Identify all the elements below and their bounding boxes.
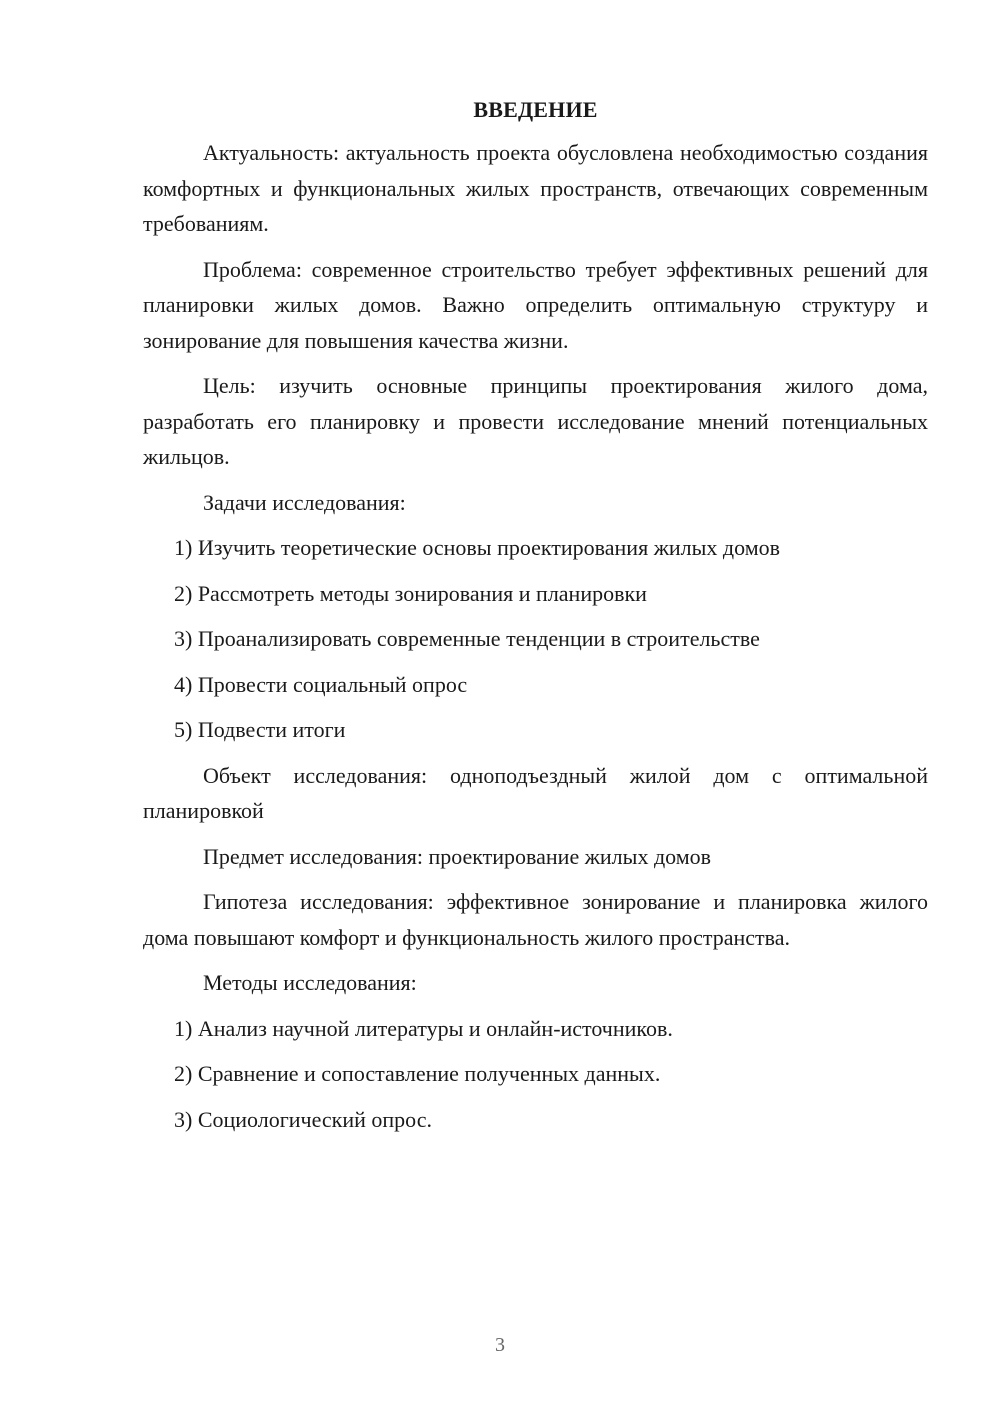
subject-paragraph: Предмет исследования: проектирование жилых домов [203, 843, 712, 869]
relevance-paragraph: Актуальность: актуальность проекта обусловлена необходимостью создания комфортных и функциональных жилых пространств, отвечающих современным требованиям. [143, 140, 928, 236]
page-number: 3 [495, 1334, 505, 1356]
page-title: ВВЕДЕНИЕ [473, 97, 598, 122]
method-item: 1) Анализ научной литературы и онлайн-источников. [174, 1015, 673, 1041]
object-paragraph: Объект исследования: одноподъездный жилой дом с оптимальной планировкой [143, 762, 928, 823]
problem-paragraph: Проблема: современное строительство требует эффективных решений для планировки жилых домов. Важно определить оптимальную структуру и зонирование для повышения качества жизни. [143, 256, 928, 353]
document-page [143, 93, 928, 1147]
task-item: 3) Проанализировать современные тенденции в строительстве [174, 626, 760, 651]
method-item: 3) Социологический опрос. [174, 1106, 432, 1132]
goal-paragraph: Цель: изучить основные принципы проектирования жилого дома, разработать его планировку и провести исследование мнений потенциальных жильцов. [143, 373, 928, 469]
method-item: 2) Сравнение и сопоставление полученных данных. [174, 1061, 661, 1086]
task-item: 2) Рассмотреть методы зонирования и планировки [174, 580, 647, 606]
task-item: 5) Подвести итоги [174, 717, 346, 742]
task-item: 1) Изучить теоретические основы проектирования жилых домов [174, 535, 781, 560]
task-item: 4) Провести социальный опрос [174, 671, 468, 697]
hypothesis-paragraph: Гипотеза исследования: эффективное зонирование и планировка жилого дома повышают комфорт и функциональность жилого пространства. [143, 889, 928, 950]
tasks-heading: Задачи исследования: [203, 489, 406, 515]
methods-heading: Методы исследования: [203, 970, 417, 995]
